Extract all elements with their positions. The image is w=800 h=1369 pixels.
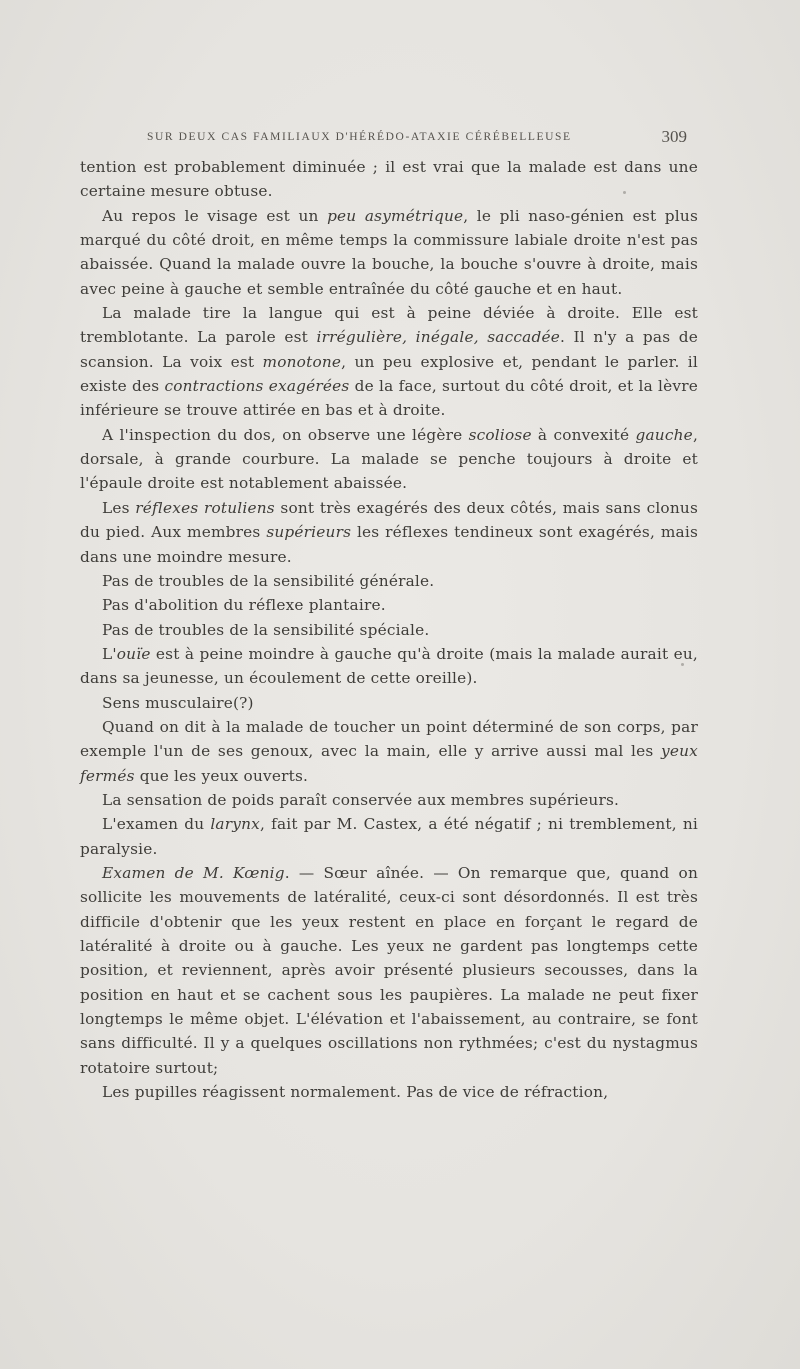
italic-run: gauche bbox=[635, 425, 693, 444]
italic-run: supérieurs bbox=[266, 523, 352, 542]
text-run: tention est probablement diminuée ; il est vrai que la malade est dans une certaine mesure obtuse. bbox=[80, 158, 698, 201]
paragraph-9 bbox=[80, 642, 698, 691]
italic-run: monotone bbox=[262, 352, 342, 371]
text-run: A l'inspection du dos, on observe une légère bbox=[102, 425, 469, 444]
paragraph-6 bbox=[80, 569, 698, 593]
page-header bbox=[147, 127, 687, 151]
text-run: . — Sœur aînée. — On remarque que, quand on sollicite les mouvements de latéralité, ceux-ci sont désordonnés. Il est très difficile d'obtenir que les yeux restent en place en forçant le regard de latéralité à droite ou à gauche. Les yeux ne gardent pas longtemps cette position, et reviennent, après avoir présenté plusieurs secousses, dans la position en haut et se cachent sous les paupières. La malade ne peut fixer longtemps le même objet. L'élévation et l'abaissement, au contraire, se font sans difficulté. Il y a quelques oscillations non rythmées; c'est du nystagmus rotatoire surtout; bbox=[80, 863, 699, 1077]
paragraph-7 bbox=[80, 593, 698, 617]
text-run: sont très exagérés des deux côtés, mais sans clonus du pied. Aux membres bbox=[80, 498, 698, 542]
text-run: Les bbox=[102, 498, 136, 517]
italic-run: réflexes rotuliens bbox=[135, 498, 275, 517]
text-run: de la face, surtout du côté droit, et la lèvre inférieure se trouve attirée en bas et à droite. bbox=[80, 377, 699, 420]
text-run: Les pupilles réagissent normalement. Pas de vice de réfraction, bbox=[102, 1083, 609, 1102]
text-run: , le pli naso-génien est plus marqué du côté droit, en même temps la commissure labiale droite n'est pas abaissée. Quand la malade ouvre la bouche, la bouche s'ouvre à droite, mais avec peine à gauche et semble entraînée du côté gauche et en haut. bbox=[80, 206, 698, 298]
paper-speck bbox=[623, 191, 626, 194]
italic-run: scoliose bbox=[468, 425, 532, 444]
text-run: Pas de troubles de la sensibilité spéciale. bbox=[102, 620, 430, 639]
paragraph-3 bbox=[80, 301, 698, 423]
paragraph-10 bbox=[80, 691, 698, 715]
italic-run: contractions exagérées bbox=[164, 377, 350, 396]
text-run: L'examen du bbox=[102, 815, 211, 834]
text-run: , dorsale, à grande courbure. La malade se penche toujours à droite et l'épaule droite est notablement abaissée. bbox=[80, 425, 698, 493]
text-run: Pas de troubles de la sensibilité générale. bbox=[102, 571, 435, 590]
text-run: Quand on dit à la malade de toucher un point déterminé de son corps, par exemple l'un de ses genoux, avec la main, elle y arrive aussi mal les bbox=[80, 717, 698, 761]
text-run: est à peine moindre à gauche qu'à droite (mais la malade aurait eu, dans sa jeunesse, un écoulement de cette oreille). bbox=[80, 644, 698, 688]
page-number: 309 bbox=[661, 127, 687, 146]
text-run: les réflexes tendineux sont exagérés, mais dans une moindre mesure. bbox=[80, 523, 699, 566]
text-run: Pas d'abolition du réflexe plantaire. bbox=[102, 596, 386, 615]
italic-run: larynx bbox=[210, 815, 260, 834]
italic-run: yeux fermés bbox=[80, 742, 698, 785]
paragraph-4 bbox=[80, 423, 698, 496]
paragraph-15 bbox=[80, 1080, 698, 1104]
text-run: . Il n'y a pas de scansion. La voix est bbox=[80, 328, 698, 371]
text-run: La sensation de poids paraît conservée aux membres supérieurs. bbox=[102, 790, 620, 809]
text-run: que les yeux ouverts. bbox=[134, 766, 309, 785]
text-run: Sens musculaire(?) bbox=[102, 693, 254, 712]
paragraph-11 bbox=[80, 715, 698, 788]
body-text bbox=[80, 155, 698, 1104]
text-run: L' bbox=[102, 644, 117, 663]
text-run: , un peu explosive et, pendant le parler. il existe des bbox=[80, 352, 698, 396]
paper-speck bbox=[681, 663, 684, 666]
paragraph-8 bbox=[80, 618, 698, 642]
italic-run: Examen de M. Kœnig bbox=[102, 863, 285, 882]
paragraph-5 bbox=[80, 496, 698, 569]
text-run: , fait par M. Castex, a été négatif ; ni tremblement, ni paralysie. bbox=[80, 815, 698, 858]
text-run: à convexité bbox=[531, 425, 636, 444]
paragraph-14 bbox=[80, 861, 698, 1080]
text-run: Au repos le visage est un bbox=[102, 206, 328, 225]
italic-run: peu asymétrique bbox=[327, 206, 464, 225]
italic-run: irrégulière, inégale, saccadée bbox=[316, 328, 560, 347]
paragraph-12 bbox=[80, 788, 698, 812]
text-run: La malade tire la langue qui est à peine déviée à droite. Elle est tremblotante. La parole est bbox=[80, 304, 698, 347]
running-head: SUR DEUX CAS FAMILIAUX D'HÉRÉDO-ATAXIE CÉRÉBELLEUSE bbox=[147, 131, 572, 143]
paragraph-2 bbox=[80, 204, 698, 301]
paragraph-13 bbox=[80, 812, 698, 861]
italic-run: ouïe bbox=[116, 644, 151, 663]
paragraph-1 bbox=[80, 155, 698, 204]
